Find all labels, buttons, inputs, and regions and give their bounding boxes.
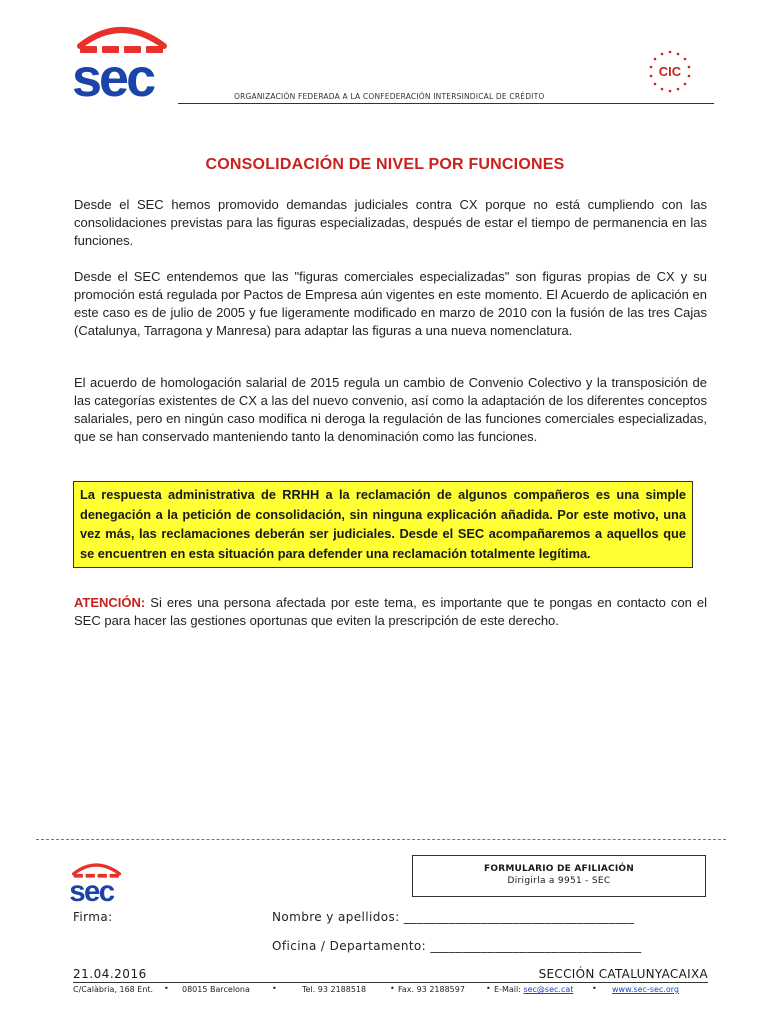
attention-text: Si eres una persona afectada por este tema, es importante que te pongas en contacto con el SEC para hacer las gestiones oportunas que eviten la prescripción de este derecho.	[74, 595, 707, 628]
footer-bullet: •	[592, 984, 597, 993]
attention-label: ATENCIÓN:	[74, 595, 146, 610]
form-subtitle: Dirigirla a 9951 - SEC	[507, 876, 611, 886]
header-divider	[178, 103, 714, 104]
paragraph-1: Desde el SEC hemos promovido demandas judiciales contra CX porque no está cumpliendo con las consolidaciones previstas para las figuras especializadas, después de estar el tiempo de permanencia en las funciones.	[74, 197, 707, 248]
name-field[interactable]: Nombre y apellidos: ____________________________________	[272, 910, 635, 924]
footer-postal: 08015 Barcelona	[182, 985, 250, 994]
footer-email-label: E-Mail:	[494, 985, 524, 994]
sec-logo-footer	[66, 858, 126, 906]
footer-fax: Fax. 93 2188597	[398, 985, 465, 994]
org-affiliation-line: ORGANIZACIÓN FEDERADA A LA CONFEDERACIÓN INTERSINDICAL DE CRÉDITO	[234, 92, 545, 101]
sec-logo-header	[66, 20, 176, 102]
footer-bullet: •	[486, 984, 491, 993]
attention-paragraph	[74, 594, 707, 630]
footer-bullet: •	[390, 984, 395, 993]
footer-web-link[interactable]: www.sec-sec.org	[612, 985, 679, 994]
sec-logo-text: sec	[72, 48, 154, 102]
cic-logo-text: CIC	[658, 64, 682, 79]
footer-bullet: •	[272, 984, 277, 993]
footer-email-link[interactable]: sec@sec.cat	[523, 985, 574, 994]
footer-email-group	[494, 985, 573, 994]
office-field[interactable]: Oficina / Departamento: _________________________________	[272, 939, 642, 953]
signature-label: Firma:	[73, 910, 113, 924]
affiliation-form-box	[412, 855, 706, 897]
highlight-text: La respuesta administrativa de RRHH a la reclamación de algunos compañeros es una simple denegación a la petición de consolidación, sin ninguna explicación añadida. Por este motivo, una vez más, las reclamaciones deberán ser judiciales. Desde el SEC acompañaremos a aquellos que se encuentren en esta situación para defender una reclamación totalmente legítima.	[80, 487, 686, 561]
cut-line	[36, 839, 726, 840]
paragraph-3: El acuerdo de homologación salarial de 2015 regula un cambio de Convenio Colectivo y la transposición de las categorías existentes de CX a las del nuevo convenio, así como la adaptación de los diferentes conceptos salariales, pero en ningún caso modifica ni deroga la regulación de las funciones comerciales especializadas, que se han conservado manteniendo tanto la denominación como las funciones.	[74, 375, 707, 444]
document-date: 21.04.2016	[73, 967, 147, 981]
cic-logo	[645, 48, 695, 94]
highlight-box	[73, 481, 693, 568]
document-title: CONSOLIDACIÓN DE NIVEL POR FUNCIONES	[205, 156, 565, 173]
sec-logo-footer-text: sec	[69, 875, 114, 906]
footer-bullet: •	[164, 984, 169, 993]
paragraph-2: Desde el SEC entendemos que las "figuras comerciales especializadas" son figuras propias de CX y su promoción está regulada por Pactos de Empresa aún vigentes en este momento. El Acuerdo de aplicación en este caso es de julio de 2005 y fue ligeramente modificado en marzo de 2010 con la fusión de las tres Cajas (Catalunya, Tarragona y Manresa) para adaptar las figuras a una nueva nomenclatura.	[74, 269, 707, 338]
footer-address: C/Calàbria, 168 Ent.	[73, 985, 154, 994]
form-title: FORMULARIO DE AFILIACIÓN	[484, 864, 634, 874]
section-name: SECCIÓN CATALUNYACAIXA	[538, 967, 708, 981]
footer-divider	[73, 982, 708, 983]
footer-tel: Tel. 93 2188518	[302, 985, 367, 994]
